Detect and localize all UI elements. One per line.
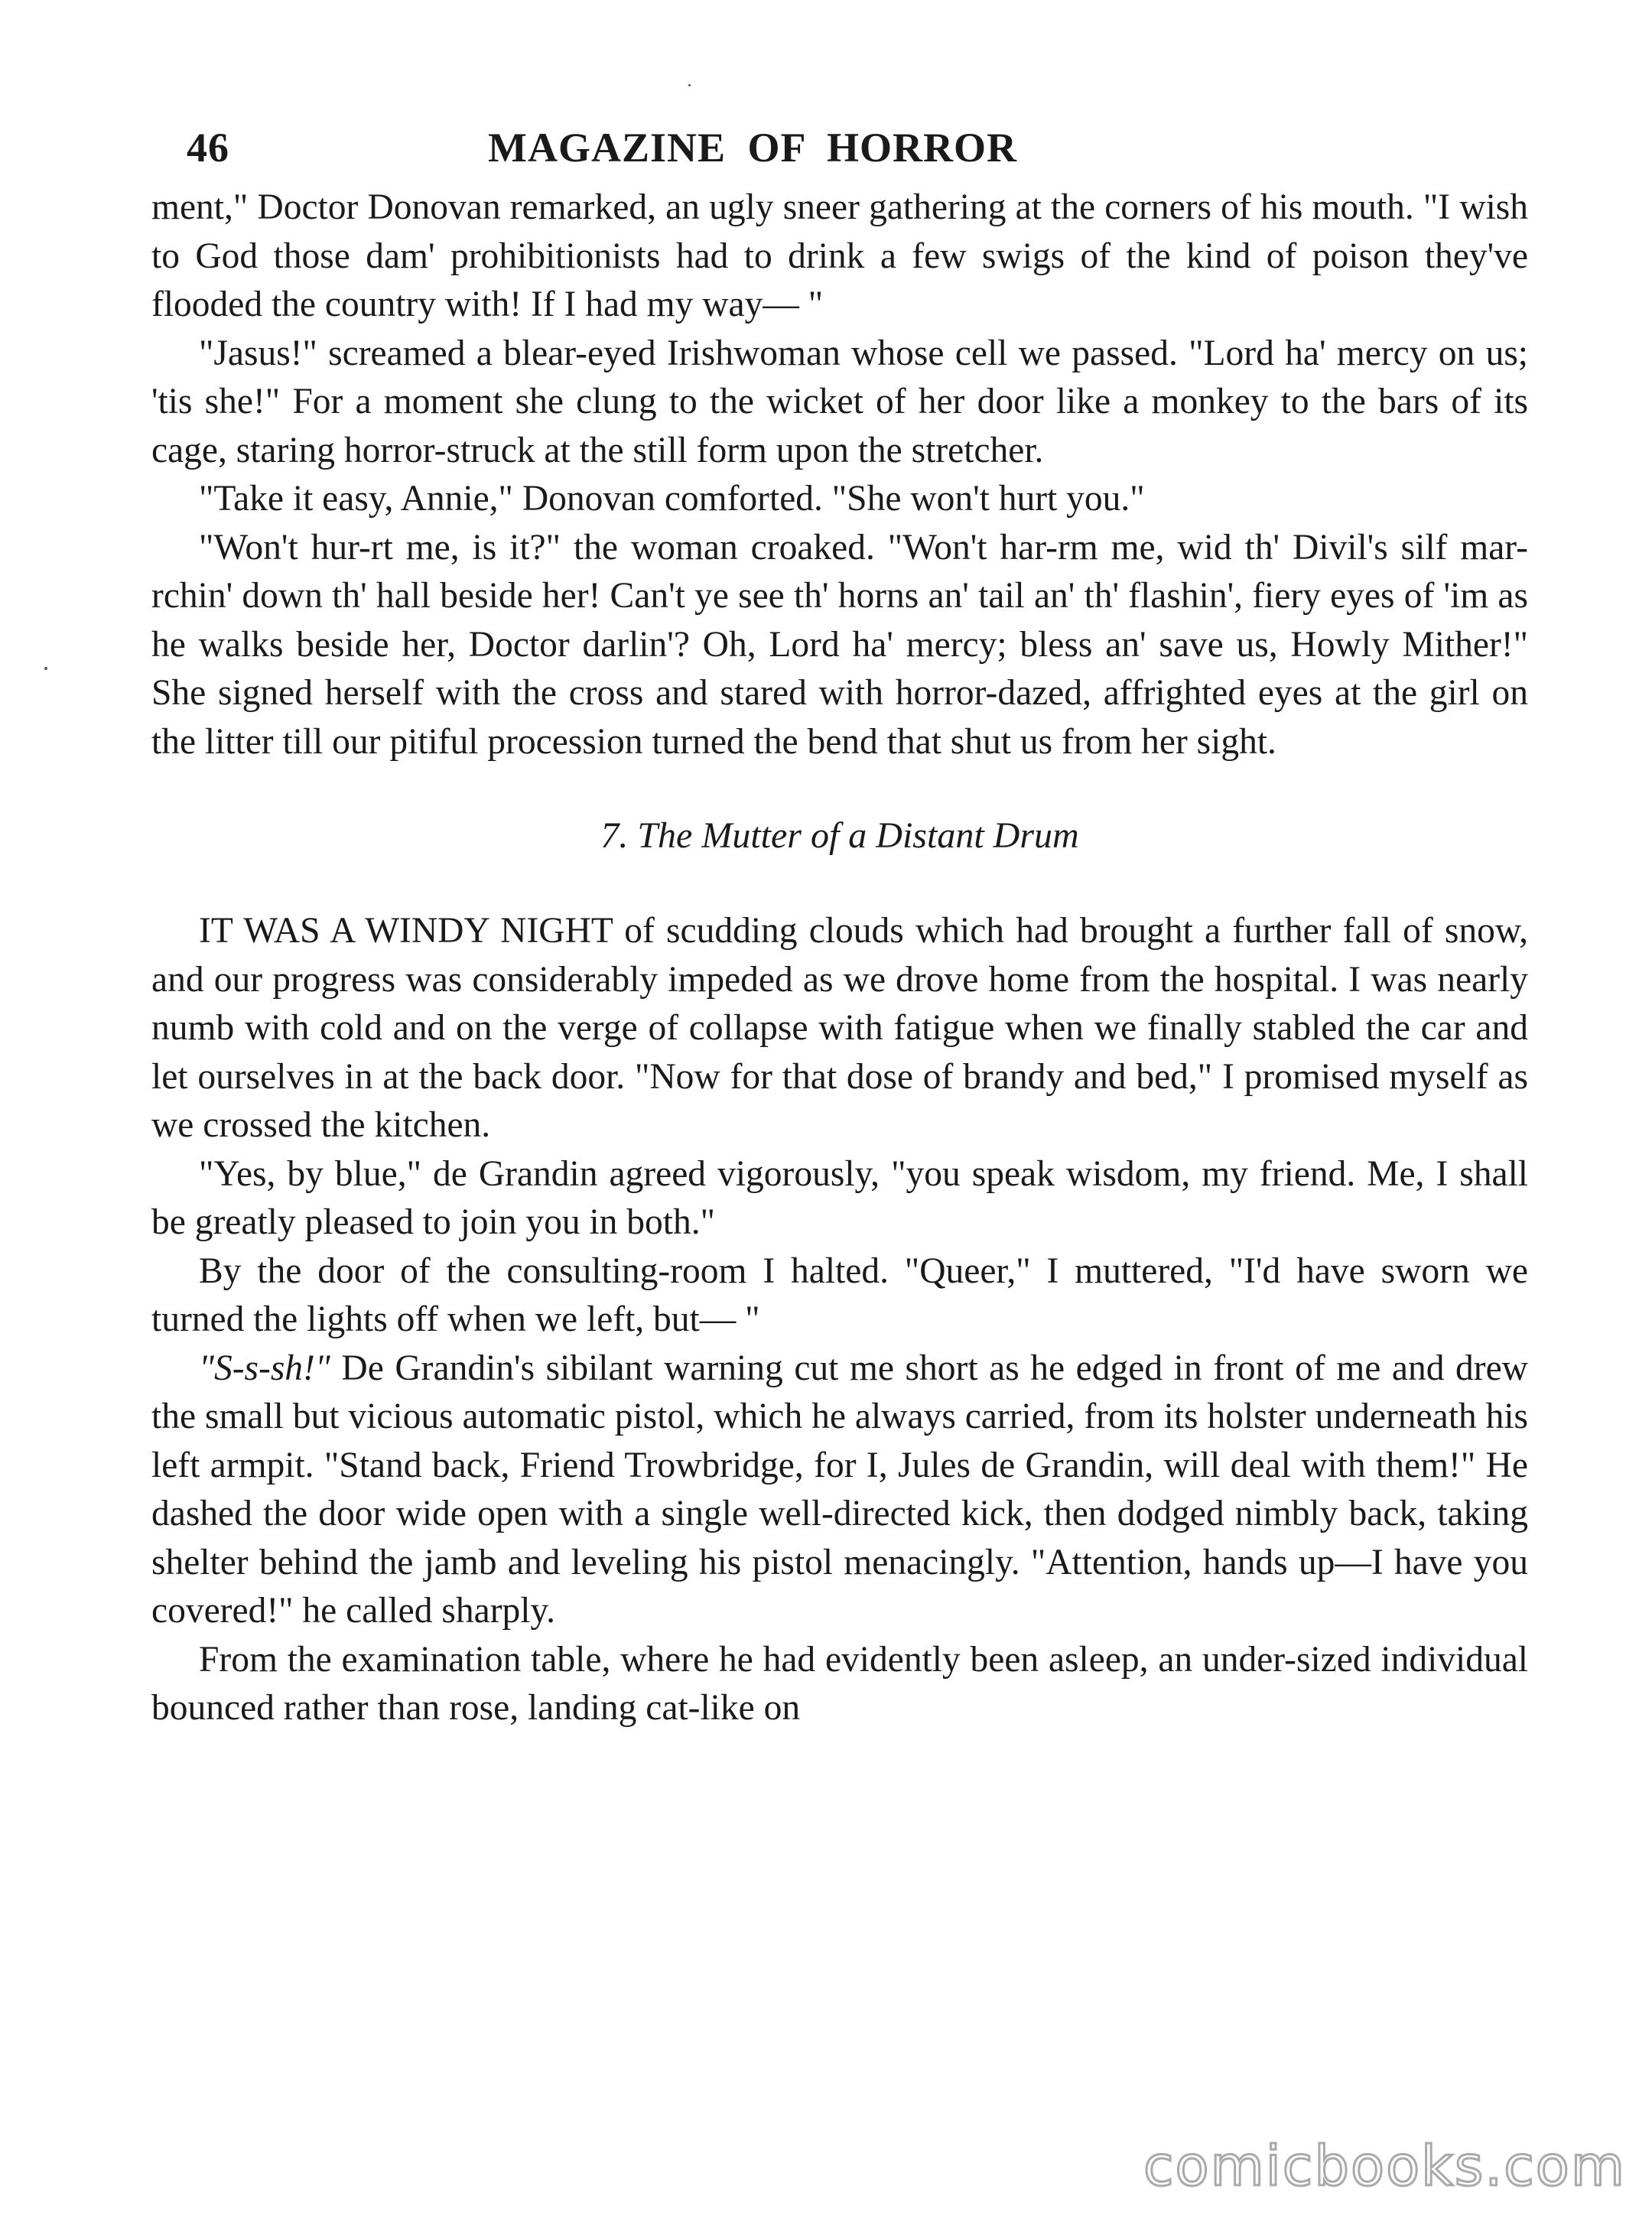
- watermark-logo: comicbooks.com: [1143, 2134, 1626, 2198]
- page-header: [151, 115, 1528, 184]
- paragraph-text: De Grandin's sibilant warning cut me short as he edged in front of me and drew the small but vicious automatic pistol, which he always carried, from its holster underneath his left armpit. "Stand back, Friend Trowbridge, for I, Jules de Grandin, will deal with them!" He dashed the door wide open with a single well-directed kick, then dodged nimbly back, taking shelter behind the jamb and leveling his pistol menacingly. "Attention, hands up—I have you covered!" he called sharply.: [151, 1348, 1528, 1631]
- paragraph: [151, 1345, 1528, 1636]
- story-body: [151, 184, 1528, 1733]
- page-number: 46: [187, 125, 229, 171]
- paragraph: "Jasus!" screamed a blear-eyed Irishwoman whose cell we passed. "Lord ha' mercy on us; 'tis she!" For a moment she clung to the wicket of her door like a monkey to the bars of its cage, staring horror-struck at the still form upon the stretcher.: [151, 333, 1528, 470]
- paragraph: "Won't hur-rt me, is it?" the woman croaked. "Won't har-rm me, wid th' Divil's silf mar-rchin' down th' hall beside her! Can't ye see th' horns an' tail an' th' flashin', fiery eyes of 'im as he walks beside her, Doctor darlin'? Oh, Lord ha' mercy; bless an' save us, Howly Mither!" She signed herself with the cross and stared with horror-dazed, affrighted eyes at the girl on the litter till our pitiful procession turned the bend that shut us from her sight.: [151, 527, 1528, 762]
- paragraph: IT WAS A WINDY NIGHT of scudding clouds which had brought a further fall of snow, and our progress was considerably impeded as we drove home from the hospital. I was nearly numb with cold and on the verge of collapse with fatigue when we finally stabled the car and let ourselves in at the back door. "Now for that dose of brandy and bed," I promised myself as we crossed the kitchen.: [151, 911, 1528, 1145]
- print-speck: [44, 667, 47, 670]
- sssh-italic: "S-s-sh!": [199, 1348, 330, 1388]
- section-heading: 7. The Mutter of a Distant Drum: [600, 815, 1079, 856]
- paragraph: From the examination table, where he had evidently been asleep, an under-sized individual bounced rather than rose, landing cat-like on: [151, 1639, 1528, 1728]
- paragraph: By the door of the consulting-room I halted. "Queer," I muttered, "I'd have sworn we turned the lights off when we left, but— ": [151, 1250, 1528, 1339]
- print-speck: [688, 84, 691, 86]
- running-title: MAGAZINE OF HORROR: [488, 125, 1017, 171]
- paragraph-continuation: ment," Doctor Donovan remarked, an ugly sneer gathering at the corners of his mouth. "I wish to God those dam' prohibitionists had to drink a few swigs of the kind of poison they've flooded the country with! If I had my way— ": [151, 187, 1528, 324]
- paragraph: "Take it easy, Annie," Donovan comforted. "She won't hurt you.": [199, 479, 1145, 519]
- page: [151, 115, 1528, 1733]
- paragraph: "Yes, by blue," de Grandin agreed vigorously, "you speak wisdom, my friend. Me, I shall be greatly pleased to join you in both.": [151, 1153, 1528, 1242]
